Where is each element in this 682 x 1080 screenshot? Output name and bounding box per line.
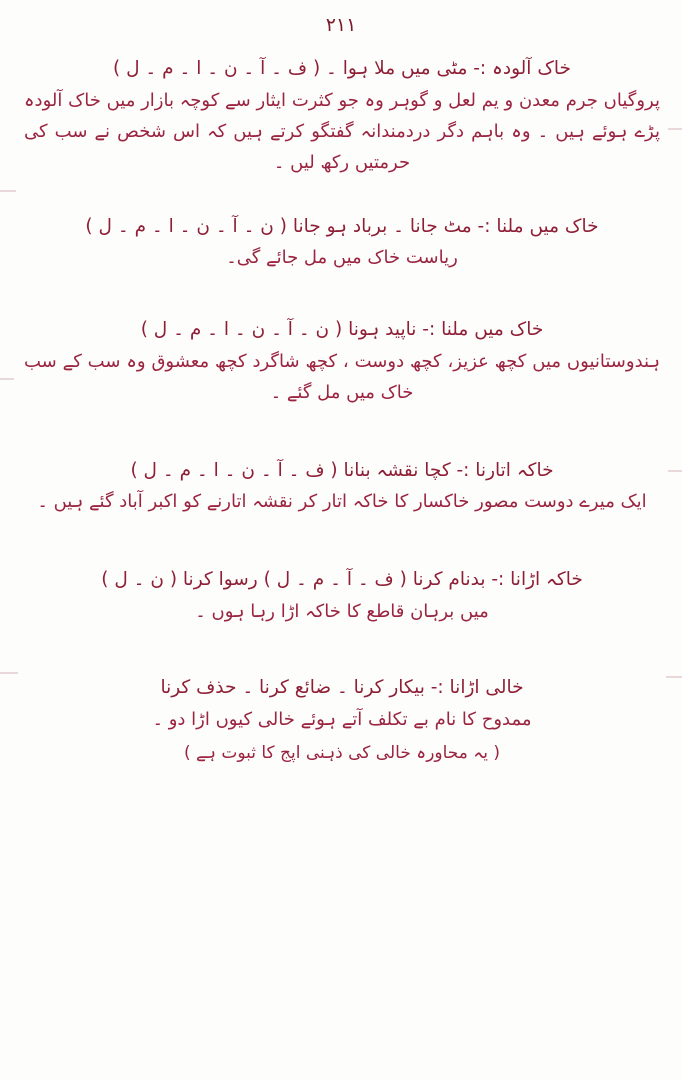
page-content	[24, 55, 660, 777]
dictionary-entry	[24, 55, 660, 179]
margin-mark	[668, 470, 682, 472]
entry-body: پروگیاں جرم معدن و یم لعل و گوہر وہ جو کثرت ایثار سے کوچہ بازار میں خاک آلودہ پڑے ہوئے ہیں ۔ وہ باہم دگر دردمندانہ گفتگو کرتے ہیں کہ اس شخص نے سب کی حرمتیں رکھ لیں ۔	[24, 89, 660, 173]
dictionary-entry	[24, 213, 660, 275]
entry-body: میں برہان قاطع کا خاکہ اڑا رہا ہوں ۔	[195, 601, 489, 623]
entry-note: ( یہ محاورہ خالی کی ذہنی اپج کا ثبوت ہے )	[183, 742, 501, 763]
dictionary-entry	[24, 674, 660, 767]
page-number: ۲۱۱	[325, 14, 357, 36]
dictionary-entry	[24, 316, 660, 409]
entry-body: ایک میرے دوست مصور خاکسار کا خاکہ اتار کر نقشہ اتارنے کو اکبر آباد گئے ہیں ۔	[37, 491, 647, 513]
margin-mark	[0, 190, 16, 192]
entry-headline: خالی اڑانا :- بیکار کرنا ۔ ضائع کرنا ۔ حذف کرنا	[160, 676, 524, 698]
entry-headline: خاکہ اتارنا :- کچا نقشہ بنانا ( ف ۔ آ ۔ ن ۔ ا ۔ م ۔ ل )	[130, 459, 554, 481]
entry-body: ریاست خاک میں مل جائے گی۔	[226, 247, 458, 269]
margin-mark	[668, 128, 682, 130]
entry-body: ہندوستانیوں میں کچھ عزیز، کچھ دوست ، کچھ شاگرد کچھ معشوق وہ سب کے سب خاک میں مل گئے ۔	[24, 350, 660, 403]
entry-headline: خاک میں ملنا :- مٹ جانا ۔ برباد ہو جانا ( ن ۔ آ ۔ ن ۔ ا ۔ م ۔ ل )	[85, 215, 599, 237]
entry-headline: خاک میں ملنا :- ناپید ہونا ( ن ۔ آ ۔ ن ۔ ا ۔ م ۔ ل )	[140, 319, 544, 341]
entry-headline: خاک آلودہ :- مٹی میں ملا ہوا ۔ ( ف ۔ آ ۔ ن ۔ ا ۔ م ۔ ل )	[113, 58, 571, 79]
entry-headline: خاکہ اڑانا :- بدنام کرنا ( ف ۔ آ ۔ م ۔ ل ) رسوا کرنا ( ن ۔ ل )	[101, 569, 583, 591]
dictionary-entry	[24, 457, 660, 519]
margin-mark	[666, 676, 682, 678]
entry-body: ممدوح کا نام بے تکلف آتے ہوئے خالی کیوں اڑا دو ۔	[152, 708, 532, 730]
dictionary-entry	[24, 566, 660, 628]
margin-mark	[0, 672, 18, 674]
margin-mark	[0, 378, 14, 380]
